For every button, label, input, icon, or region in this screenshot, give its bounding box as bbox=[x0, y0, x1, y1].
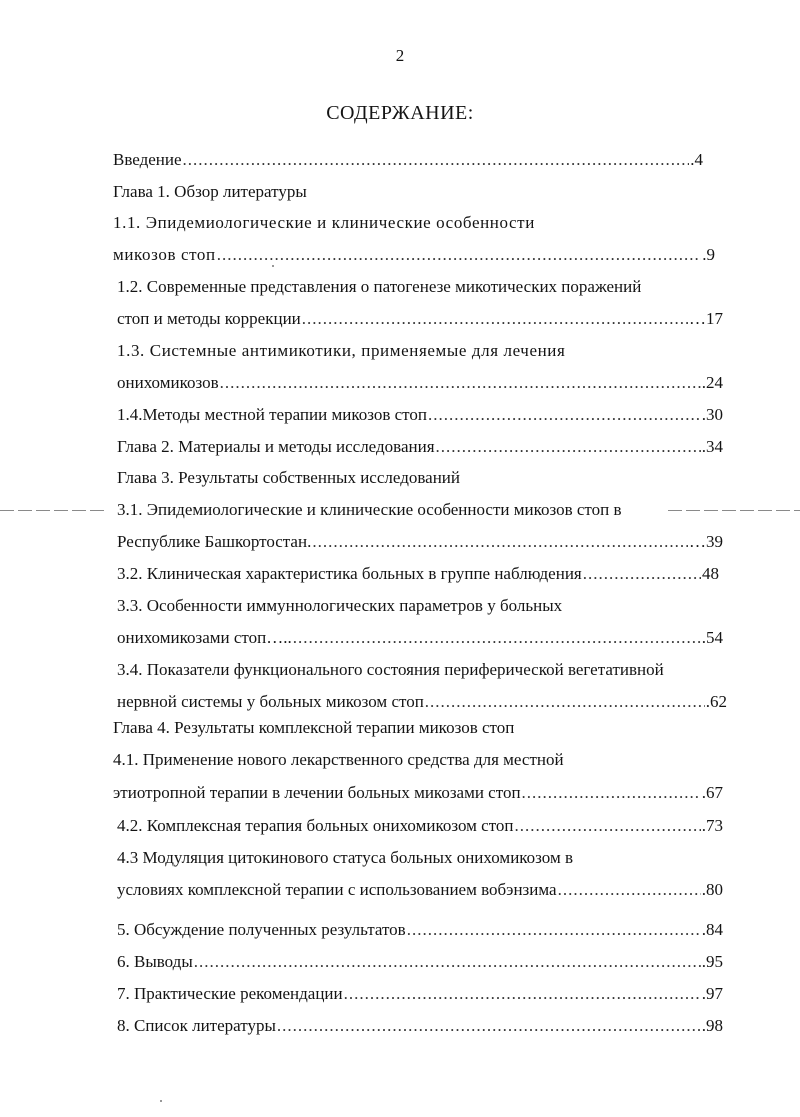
toc-entry-page: .24 bbox=[701, 373, 723, 392]
toc-entry-chapter-3 bbox=[117, 466, 460, 488]
toc-entry-text: 3.3. Особенности иммуннологических параметров у больных bbox=[117, 596, 563, 615]
toc-entry-1-1 bbox=[113, 211, 535, 233]
toc-entry-1-1-cont bbox=[113, 243, 715, 265]
toc-entry-introduction bbox=[113, 148, 703, 170]
dot-leader bbox=[425, 692, 705, 712]
dot-leader bbox=[407, 920, 701, 940]
toc-entry-1-4 bbox=[117, 403, 723, 425]
toc-entry-page: .34 bbox=[701, 437, 723, 456]
scan-speck bbox=[160, 1100, 162, 1102]
toc-entry-page: .9 bbox=[702, 245, 715, 264]
toc-entry-text: Глава 3. Результаты собственных исследований bbox=[117, 468, 460, 487]
toc-entry-page: .84 bbox=[701, 920, 723, 939]
toc-entry-page: .62 bbox=[705, 692, 727, 711]
toc-entry-1-3-cont bbox=[117, 371, 723, 393]
toc-entry-3-3 bbox=[117, 594, 562, 616]
toc-entry-text: 5. Обсуждение полученных результатов bbox=[117, 920, 406, 939]
toc-entry-3-3-cont bbox=[117, 626, 723, 648]
toc-entry-4-1-cont bbox=[113, 781, 723, 803]
toc-entry-page: .4 bbox=[690, 150, 703, 169]
toc-entry-page: .73 bbox=[701, 816, 723, 835]
toc-entry-text: Введение bbox=[113, 150, 182, 169]
toc-entry-page: .80 bbox=[701, 880, 723, 899]
toc-entry-discussion bbox=[117, 918, 723, 940]
toc-entry-text: 6. Выводы bbox=[117, 952, 193, 971]
toc-entry-text: 1.4.Методы местной терапии микозов стоп bbox=[117, 405, 427, 424]
dot-leader bbox=[277, 1016, 701, 1036]
dot-leader bbox=[220, 373, 701, 393]
dot-leader bbox=[515, 816, 701, 836]
dot-leader bbox=[312, 532, 688, 552]
dot-leader bbox=[344, 984, 701, 1004]
toc-entry-text: 3.2. Клиническая характеристика больных в группе наблюдения bbox=[117, 564, 582, 583]
toc-entry-3-4 bbox=[117, 658, 664, 680]
page-number: 2 bbox=[395, 46, 405, 65]
toc-entry-text: онихомикозами стоп….. bbox=[117, 628, 292, 647]
dot-leader bbox=[194, 952, 701, 972]
dot-leader bbox=[436, 437, 701, 457]
toc-entry-text: Республике Башкортостан. bbox=[117, 532, 312, 551]
toc-entry-3-1 bbox=[117, 498, 622, 520]
toc-entry-references bbox=[117, 1014, 723, 1036]
toc-entry-text: 4.1. Применение нового лекарственного средства для местной bbox=[113, 750, 564, 769]
toc-entry-1-3 bbox=[117, 339, 565, 361]
scan-artifact-left bbox=[0, 510, 108, 511]
toc-entry-3-4-cont bbox=[117, 690, 727, 712]
dot-leader bbox=[522, 783, 701, 803]
toc-entry-text: стоп и методы коррекции bbox=[117, 309, 301, 328]
scan-speck bbox=[272, 265, 274, 267]
toc-entry-text: Глава 4. Результаты комплексной терапии микозов стоп bbox=[113, 718, 515, 737]
toc-entry-text: 4.3 Модуляция цитокинового статуса больных онихомикозом в bbox=[117, 848, 574, 867]
toc-entry-chapter-4 bbox=[113, 716, 514, 738]
toc-entry-recommendations bbox=[117, 982, 723, 1004]
toc-entry-1-2 bbox=[117, 275, 641, 297]
toc-entry-text: 3.1. Эпидемиологические и клинические особенности микозов стоп в bbox=[117, 500, 622, 519]
toc-entry-chapter-2 bbox=[117, 435, 723, 457]
toc-entry-text: условиях комплексной терапии с использованием вобэнзима bbox=[117, 880, 557, 899]
toc-entry-4-3-cont bbox=[117, 878, 723, 900]
scan-artifact-right bbox=[668, 510, 800, 511]
toc-entry-text: 1.3. Системные антимикотики, применяемые для лечения bbox=[117, 341, 566, 360]
dot-leader bbox=[302, 309, 688, 329]
dot-leader bbox=[428, 405, 701, 425]
dot-leader bbox=[217, 245, 702, 265]
toc-entry-4-1 bbox=[113, 748, 564, 770]
toc-entry-page: .95 bbox=[701, 952, 723, 971]
toc-entry-4-2 bbox=[117, 814, 723, 836]
toc-entry-3-2 bbox=[117, 562, 719, 584]
toc-entry-1-2-cont bbox=[117, 307, 723, 329]
toc-entry-page: …17 bbox=[689, 309, 723, 328]
toc-entry-3-1-cont bbox=[117, 530, 723, 552]
toc-entry-text: 1.1. Эпидемиологические и клинические особенности bbox=[113, 213, 535, 232]
toc-entry-4-3 bbox=[117, 846, 573, 868]
dot-leader bbox=[293, 628, 701, 648]
toc-entry-text: 1.2. Современные представления о патогенезе микотических поражений bbox=[117, 277, 642, 296]
toc-entry-text: Глава 2. Материалы и методы исследования bbox=[117, 437, 435, 456]
toc-entry-conclusions bbox=[117, 950, 723, 972]
toc-entry-chapter-1 bbox=[113, 180, 307, 202]
toc-entry-text: онихомикозов bbox=[117, 373, 219, 392]
toc-entry-text: Глава 1. Обзор литературы bbox=[113, 182, 307, 201]
toc-entry-page: .54 bbox=[701, 628, 723, 647]
toc-title: СОДЕРЖАНИЕ: bbox=[326, 102, 474, 124]
toc-entry-text: 7. Практические рекомендации bbox=[117, 984, 343, 1003]
toc-entry-text: микозов стоп bbox=[113, 245, 216, 264]
toc-entry-page: .97 bbox=[701, 984, 723, 1003]
dot-leader bbox=[583, 564, 701, 584]
toc-entry-page: .67 bbox=[701, 783, 723, 802]
toc-entry-text: 8. Список литературы bbox=[117, 1016, 276, 1035]
toc-entry-text: 4.2. Комплексная терапия больных онихомикозом стоп bbox=[117, 816, 514, 835]
toc-entry-page: 48 bbox=[702, 564, 719, 583]
toc-entry-page: .30 bbox=[701, 405, 723, 424]
toc-entry-text: 3.4. Показатели функционального состояния периферической вегетативной bbox=[117, 660, 664, 679]
toc-entry-text: нервной системы у больных микозом стоп bbox=[117, 692, 424, 711]
toc-entry-page: …39 bbox=[689, 532, 723, 551]
toc-entry-page: .98 bbox=[701, 1016, 723, 1035]
toc-entry-text: этиотропной терапии в лечении больных микозами стоп bbox=[113, 783, 521, 802]
dot-leader bbox=[558, 880, 701, 900]
dot-leader bbox=[183, 150, 690, 170]
